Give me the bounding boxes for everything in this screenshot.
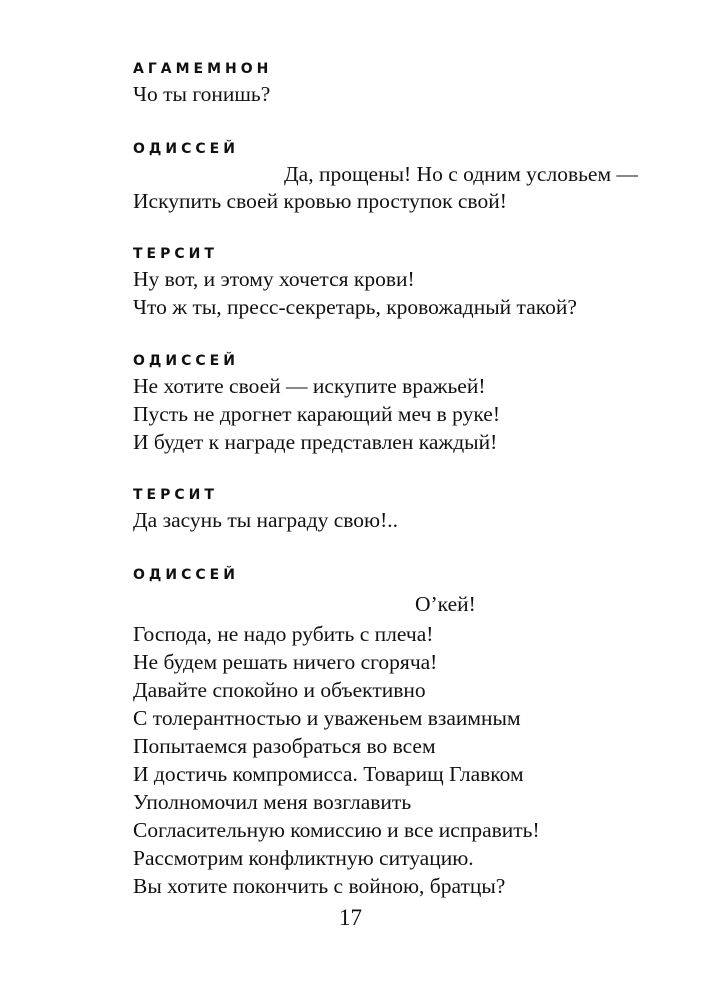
verse-line: Да, прощены! Но с одним условьем — bbox=[284, 162, 638, 186]
verse-line: Чо ты гонишь? bbox=[133, 82, 271, 106]
verse-line: И достичь компромисса. Товарищ Главком bbox=[133, 762, 524, 786]
verse-line: Да засунь ты награду свою!.. bbox=[133, 508, 399, 532]
verse-line: Искупить своей кровью проступок свой! bbox=[133, 189, 507, 213]
verse-line: О’кей! bbox=[415, 592, 476, 616]
verse-line: И будет к награде представлен каждый! bbox=[133, 430, 498, 454]
verse-line: Вы хотите покончить с войною, братцы? bbox=[133, 874, 506, 898]
verse-line: Не будем решать ничего сгоряча! bbox=[133, 650, 438, 674]
verse-line: Уполномочил меня возглавить bbox=[133, 790, 412, 814]
speaker-name: ТЕРСИТ bbox=[133, 487, 218, 503]
verse-line: Попытаемся разобраться во всем bbox=[133, 734, 436, 758]
verse-line: Ну вот, и этому хочется крови! bbox=[133, 267, 415, 291]
speaker-name: ОДИССЕЙ bbox=[133, 353, 239, 369]
verse-line: Согласительную комиссию и все исправить! bbox=[133, 818, 540, 842]
verse-line: Пусть не дрогнет карающий меч в руке! bbox=[133, 402, 501, 426]
page-number: 17 bbox=[339, 905, 362, 930]
verse-line: Рассмотрим конфликтную ситуацию. bbox=[133, 846, 474, 870]
verse-line: С толерантностью и уваженьем взаимным bbox=[133, 706, 521, 730]
verse-line: Господа, не надо рубить с плеча! bbox=[133, 622, 434, 646]
speaker-name: АГАМЕМНОН bbox=[133, 61, 273, 77]
verse-line: Что ж ты, пресс-секретарь, кровожадный такой? bbox=[133, 295, 577, 319]
speaker-name: ТЕРСИТ bbox=[133, 246, 218, 262]
speaker-name: ОДИССЕЙ bbox=[133, 141, 239, 157]
verse-line: Не хотите своей — искупите вражьей! bbox=[133, 374, 486, 398]
verse-line: Давайте спокойно и объективно bbox=[133, 678, 426, 702]
speaker-name: ОДИССЕЙ bbox=[133, 567, 239, 583]
